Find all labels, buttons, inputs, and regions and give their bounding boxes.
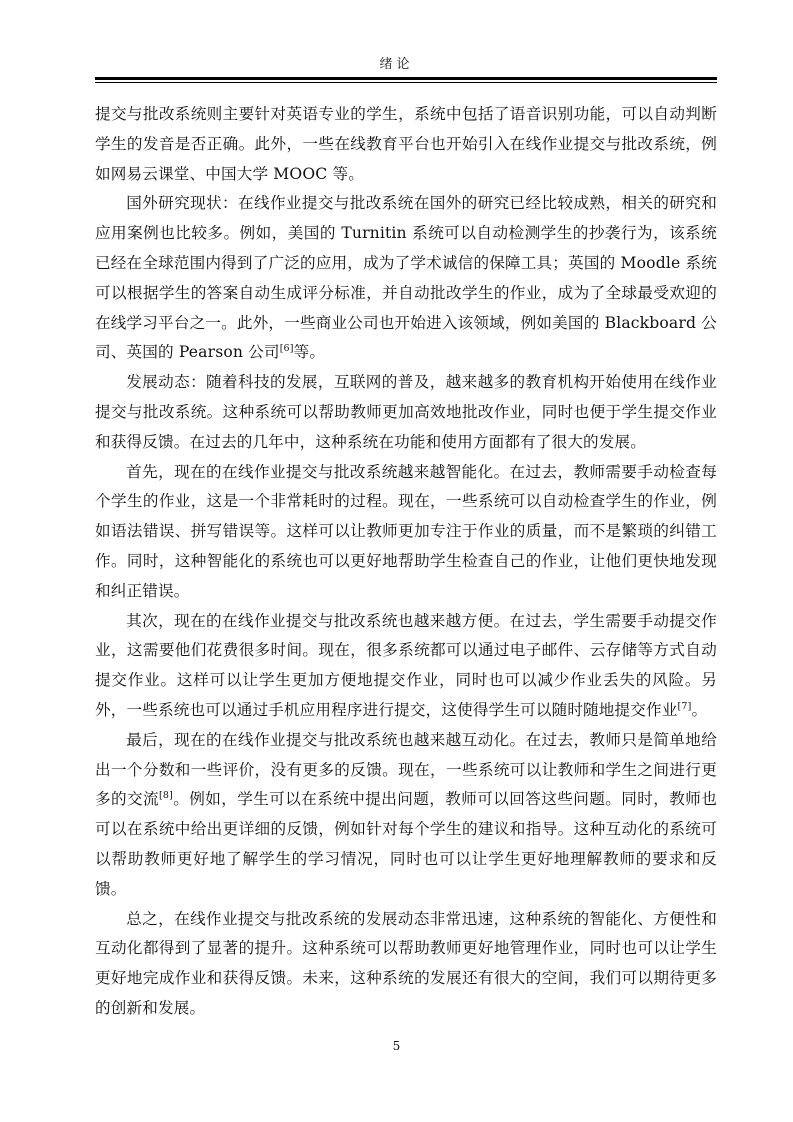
paragraph-text: 国外研究现状：在线作业提交与批改系统在国外的研究已经比较成熟，相关的研究和应用案例也比较多。例如，美国的 Turnitin 系统可以自动检测学生的抄袭行为，该系统已经在全球范围内得到了广泛的应用，成为了学术诚信的保障工具；英国的 Moodle 系统可以根据学生的答案自动生成评分标准，并自动批改学生的作业，成为了全球最受欢迎的在线学习平台之一。此外，一些商业公司也开始进入该领域，例如美国的 Blackboard 公司、英国的 Pearson 公司	[95, 194, 717, 362]
paragraph-third-interactive	[95, 726, 717, 905]
paragraph-second-convenient	[95, 607, 717, 726]
paragraph-development-trends	[95, 368, 717, 457]
body-text	[95, 100, 717, 1024]
paragraph-text: 最后，现在的在线作业提交与批改系统也越来越互动化。在过去，教师只是简单地给出一个分数和一些评价，没有更多的反馈。现在，一些系统可以让教师和学生之间进行更多的交流	[95, 730, 717, 809]
paragraph-first-intelligent	[95, 458, 717, 607]
paragraph-text: 。例如，学生可以在系统中提出问题，教师可以回答这些问题。同时，教师也可以在系统中给出更详细的反馈，例如针对每个学生的建议和指导。这种互动化的系统可以帮助教师更好地了解学生的学习情况，同时也可以让学生更好地理解教师的要求和反馈。	[95, 790, 717, 898]
paragraph-foreign-research	[95, 189, 717, 368]
paragraph-text: 等。	[293, 343, 326, 362]
paragraph-text: 其次，现在的在线作业提交与批改系统也越来越方便。在过去，学生需要手动提交作业，这需要他们花费很多时间。现在，很多系统都可以通过电子邮件、云存储等方式自动提交作业。这样可以让学生更加方便地提交作业，同时也可以减少作业丢失的风险。另外，一些系统也可以通过手机应用程序进行提交，这使得学生可以随时随地提交作业	[95, 611, 717, 719]
paragraph-text: 总之，在线作业提交与批改系统的发展动态非常迅速，这种系统的智能化、方便性和互动化都得到了显著的提升。这种系统可以帮助教师更好地管理作业，同时也可以让学生更好地完成作业和获得反馈。未来，这种系统的发展还有很大的空间，我们可以期待更多的创新和发展。	[95, 909, 717, 1017]
page-number: 5	[392, 1039, 401, 1053]
paragraph-continued	[95, 100, 717, 189]
paragraph-text: 首先，现在的在线作业提交与批改系统越来越智能化。在过去，教师需要手动检查每个学生的作业，这是一个非常耗时的过程。现在，一些系统可以自动检查学生的作业，例如语法错误、拼写错误等。这样可以让教师更加专注于作业的质量，而不是繁琐的纠错工作。同时，这种智能化的系统也可以更好地帮助学生检查自己的作业，让他们更快地发现和纠正错误。	[95, 462, 717, 600]
paragraph-text: 提交与批改系统则主要针对英语专业的学生，系统中包括了语音识别功能，可以自动判断学生的发音是否正确。此外，一些在线教育平台也开始引入在线作业提交与批改系统，例如网易云课堂、中国大学 MOOC 等。	[95, 105, 717, 183]
citation-marker: [8]	[159, 790, 173, 802]
header-rule-thin	[95, 82, 717, 83]
citation-marker: [6]	[279, 343, 294, 355]
paragraph-text: 。	[691, 700, 708, 719]
citation-marker: [7]	[677, 700, 692, 712]
paragraph-conclusion	[95, 905, 717, 1024]
running-header-title: 绪论	[379, 57, 414, 72]
header-rule-thick	[95, 77, 717, 80]
paragraph-text: 发展动态：随着科技的发展，互联网的普及，越来越多的教育机构开始使用在线作业提交与批改系统。这种系统可以帮助教师更加高效地批改作业，同时也便于学生提交作业和获得反馈。在过去的几年中，这种系统在功能和使用方面都有了很大的发展。	[95, 373, 717, 451]
